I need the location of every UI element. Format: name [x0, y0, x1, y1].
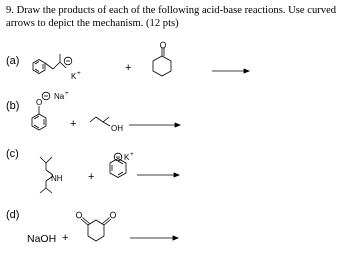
- part-d-plus: +: [62, 232, 69, 244]
- part-b-hydroxyl: OH: [111, 124, 123, 133]
- part-b-label: (b): [6, 100, 20, 112]
- part-a-cyclohexanone-structure: [153, 42, 171, 76]
- part-d-naoh: NaOH: [27, 233, 57, 245]
- part-a-counterion-charge: +: [77, 70, 81, 77]
- part-a-label: (a): [6, 55, 20, 67]
- part-b-phenoxide-structure: [32, 106, 46, 130]
- part-b-plus: +: [70, 118, 77, 130]
- part-b-counterion: Na: [54, 92, 65, 101]
- part-c-counterion-charge: +: [130, 151, 134, 158]
- part-d-dione-structure: [76, 212, 115, 241]
- part-d-label: (d): [6, 209, 20, 221]
- part-c-counterion: K: [124, 153, 130, 162]
- part-a-counterion: K: [71, 72, 77, 81]
- part-c-nh: NH: [51, 174, 63, 183]
- part-a-plus: +: [125, 62, 132, 74]
- part-a-carbanion-structure: [33, 54, 66, 74]
- part-b-alcohol-structure: [90, 117, 110, 126]
- part-c-plus: +: [88, 171, 95, 183]
- question-body: Draw the products of each of the following acid-base reactions. Use curved arrows to depict the mechanism. (12 pts): [6, 5, 337, 29]
- question-number: 9.: [6, 5, 14, 16]
- part-c-label: (c): [6, 148, 19, 160]
- part-b-oxygen: O: [36, 98, 43, 107]
- part-b-counterion-charge: +: [65, 90, 69, 97]
